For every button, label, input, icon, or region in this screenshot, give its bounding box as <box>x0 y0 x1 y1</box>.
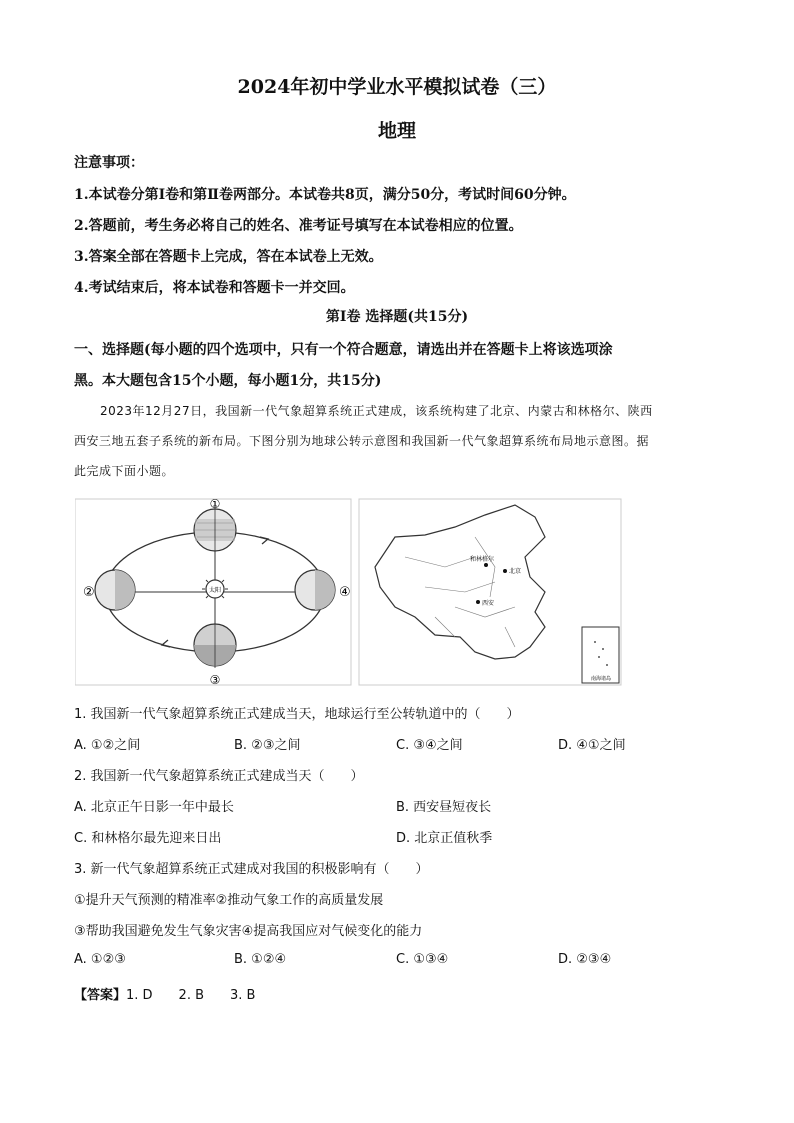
subject-title: 地理 <box>377 120 416 142</box>
position-label-3: ③ <box>209 673 221 687</box>
q1-option-b: B. ②③之间 <box>234 738 301 753</box>
q3-option-d: D. ②③④ <box>558 952 612 967</box>
q2-option-a: A. 北京正午日影一年中最长 <box>74 800 234 815</box>
intro-passage <box>74 396 724 486</box>
notes-heading: 注意事项： <box>74 155 144 171</box>
intro-line-3: 此完成下面小题。 <box>74 464 175 478</box>
note-item-1: 1.本试卷分第Ⅰ卷和第Ⅱ卷两部分。本试卷共8页，满分50分，考试时间60分钟。 <box>74 187 576 203</box>
intro-line-1: 2023年12月27日，我国新一代气象超算系统正式建成，该系统构建了北京、内蒙古和林格尔、陕西 <box>100 404 653 418</box>
sun-label: 太阳 <box>208 587 222 594</box>
note-item-2: 2.答题前，考生务必将自己的姓名、准考证号填写在本试卷相应的位置。 <box>74 218 523 234</box>
q3-option-c: C. ①③④ <box>396 952 449 967</box>
q2-option-d: D. 北京正值秋季 <box>396 831 493 846</box>
q3-statement-1: ①提升天气预测的精准率②推动气象工作的高质量发展 <box>74 893 384 908</box>
map-marker-hohhot <box>484 563 488 567</box>
q3-option-b: B. ①②④ <box>234 952 287 967</box>
section-instruction-2: 黑。本大题包含15个小题，每小题1分，共15分) <box>74 373 382 389</box>
position-label-1: ① <box>209 497 221 511</box>
intro-line-2: 西安三地五套子系统的新布局。下图分别为地球公转示意图和我国新一代气象超算系统布局地示意图。据 <box>74 434 650 448</box>
q1-option-a: A. ①②之间 <box>74 738 141 753</box>
q2-option-b: B. 西安昼短夜长 <box>396 800 492 815</box>
map-marker-beijing <box>503 569 507 573</box>
map-label-xian: 西安 <box>482 600 495 607</box>
q1-option-d: D. ④①之间 <box>558 738 626 753</box>
map-label-beijing: 北京 <box>509 568 522 575</box>
inset-label: 南海诸岛 <box>590 676 612 682</box>
note-item-4: 4.考试结束后，将本试卷和答题卡一并交回。 <box>74 280 355 296</box>
answer-line <box>74 984 255 1003</box>
q3-statement-2: ③帮助我国避免发生气象灾害④提高我国应对气候变化的能力 <box>74 924 423 939</box>
position-label-2: ② <box>83 585 95 600</box>
question-1-stem: 1. 我国新一代气象超算系统正式建成当天，地球运行至公转轨道中的（ ） <box>74 707 520 722</box>
q2-option-c: C. 和林格尔最先迎来日出 <box>74 831 222 846</box>
q3-option-a: A. ①②③ <box>74 952 126 967</box>
section-instruction-1: 一、选择题(每小题的四个选项中，只有一个符合题意，请选出并在答题卡上将该选项涂 <box>74 342 613 358</box>
question-3-stem: 3. 新一代气象超算系统正式建成对我国的积极影响有（ ） <box>74 862 429 877</box>
note-item-3: 3.答案全部在答题卡上完成，答在本试卷上无效。 <box>74 249 383 265</box>
section-title: 第Ⅰ卷 选择题(共15分) <box>325 309 469 325</box>
figure <box>75 497 627 687</box>
exam-title: 2024年初中学业水平模拟试卷（三） <box>237 76 557 98</box>
south-sea-inset <box>582 627 619 683</box>
position-label-4: ④ <box>339 585 351 600</box>
answer-label: 【答案】 <box>74 988 127 1003</box>
question-2-stem: 2. 我国新一代气象超算系统正式建成当天（ ） <box>74 769 364 784</box>
answer-text: 1. D 2. B 3. B <box>126 988 256 1003</box>
map-label-hohhot: 和林格尔 <box>470 556 495 563</box>
map-marker-xian <box>476 600 480 604</box>
q1-option-c: C. ③④之间 <box>396 738 463 753</box>
